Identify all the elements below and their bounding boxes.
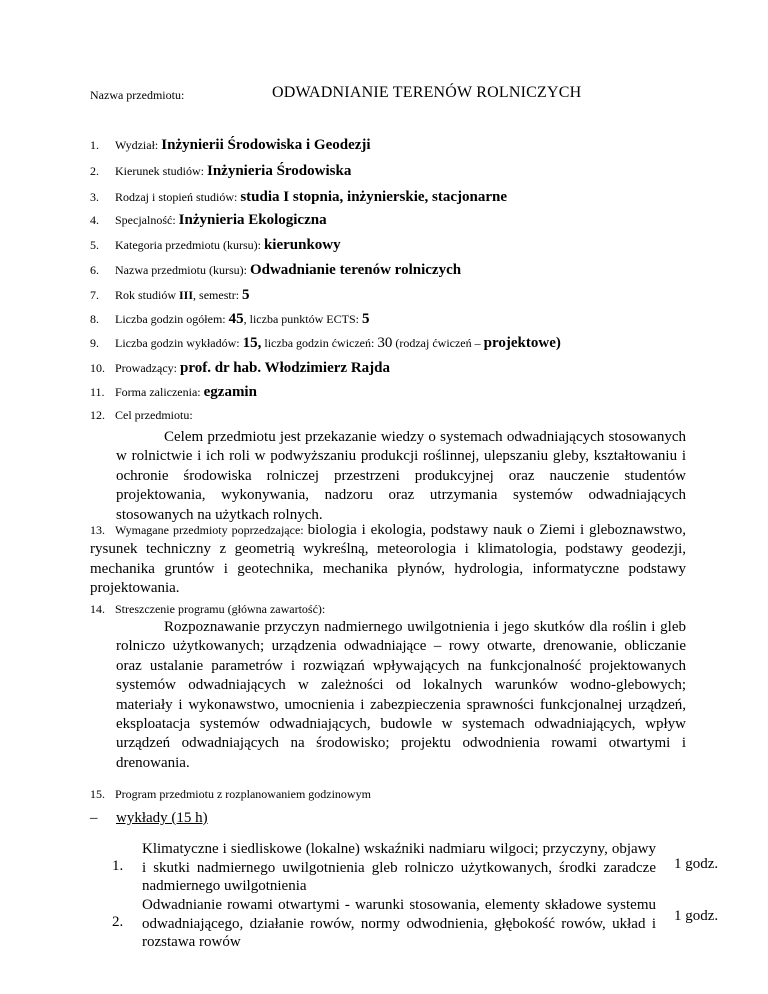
item-course-category <box>90 237 728 254</box>
item-value: studia I stopnia, inżynierskie, stacjonarne <box>240 189 508 205</box>
semester-value: 5 <box>242 287 250 303</box>
lectures-heading: wykłady (15 h) <box>116 810 208 826</box>
lecture-number: 2. <box>112 914 124 930</box>
lecture-topic: Odwadnianie rowami otwartymi - warunki stosowania, elementy składowe systemu odwadniającego, działanie rowów, normy odwodnienia, głębokość rowów, układ i rozstawa rowów <box>142 897 656 950</box>
ects-value: 5 <box>361 311 370 327</box>
exercise-kind-value: projektowe) <box>483 335 561 351</box>
item-label: Wymagane przedmioty poprzedzające: <box>115 523 308 537</box>
item-value: Odwadnianie terenów rolniczych <box>249 262 462 278</box>
year-label: Rok studiów <box>115 288 180 302</box>
course-header <box>90 84 728 108</box>
item-label: Forma zaliczenia: <box>115 385 204 399</box>
item-number: 11. <box>90 385 105 399</box>
item-program-schedule <box>90 787 728 802</box>
item-number: 10. <box>90 361 105 375</box>
item-label: Prowadzący: <box>115 361 180 375</box>
item-hours-ects <box>90 311 728 328</box>
item-number: 6. <box>90 263 99 277</box>
item-number: 9. <box>90 336 99 350</box>
item-number: 15. <box>90 787 105 801</box>
item-course-name <box>90 262 728 279</box>
course-name-label: Nazwa przedmiotu: <box>90 88 185 102</box>
item-assessment-form <box>90 384 728 401</box>
item-program-summary <box>90 602 728 617</box>
item-label: Streszczenie programu (główna zawartość): <box>115 602 326 616</box>
item-value: egzamin <box>203 384 257 400</box>
lecture-row <box>90 896 730 956</box>
item-study-type <box>90 189 728 206</box>
item-number: 13. <box>90 523 105 537</box>
semester-label: , semestr: <box>193 288 243 302</box>
item-label: Specjalność: <box>115 213 179 227</box>
item-value: Inżynierii Środowiska i Geodezji <box>161 137 371 153</box>
total-hours-label: Liczba godzin ogółem: <box>115 312 229 326</box>
item-prerequisites <box>90 521 686 599</box>
item-label: Kategoria przedmiotu (kursu): <box>115 238 264 252</box>
prerequisites-text: biologia i ekologia, podstawy nauk o Ziemi i gleboznawstwo, rysunek techniczny z geometrią wykreślną, meteorologia i klimatologia, podstawy geodezji, mechanika gruntów i geotechnika, mechanika płynów, hydrologia, informatyczne podstawy projektowania. <box>90 522 687 597</box>
item-lecturer <box>90 360 728 377</box>
year-value: III <box>179 288 194 302</box>
lecture-hours-value: 15, <box>242 335 262 351</box>
item-course-goal <box>90 408 728 423</box>
course-goal-text: Celem przedmiotu jest przekazanie wiedzy o systemach odwadniających stosowanych w rolnictwie i ich roli w podwyższaniu produkcji roślinnej, ulepszaniu gleby, kształtowaniu i ochronie środowiska rolniczej przestrzeni produkcyjnej oraz nauczenie studentów projektowania, wykonywania, nadzoru oraz utrzymania systemów odwadniających stosowanych na użytkach rolnych. <box>116 429 686 523</box>
item-number: 14. <box>90 602 105 616</box>
lecturer-name: prof. dr hab. Włodzimierz Rajda <box>179 360 390 376</box>
lecture-hours-label: Liczba godzin wykładów: <box>115 336 243 350</box>
total-hours-value: 45 <box>228 311 244 327</box>
item-number: 3. <box>90 190 99 204</box>
lecture-topic: Klimatyczne i siedliskowe (lokalne) wskaźniki nadmiaru wilgoci; przyczyny, objawy i skutki nadmiernego uwilgotnienia gleb rolniczo użytkowanych, środki zaradcze nadmiernego uwilgotnienia <box>142 841 656 894</box>
item-number: 1. <box>90 138 99 152</box>
list-dash: – <box>90 810 98 826</box>
lecture-hours: 1 godz. <box>674 856 719 872</box>
item-number: 2. <box>90 164 99 178</box>
lecture-row <box>90 840 730 900</box>
lecture-number: 1. <box>112 858 124 874</box>
ects-label: , liczba punktów ECTS: <box>243 312 362 326</box>
item-label: Rodzaj i stopień studiów: <box>115 190 241 204</box>
item-year-semester <box>90 287 728 304</box>
lecture-hours: 1 godz. <box>674 908 719 924</box>
exercise-hours-label: liczba godzin ćwiczeń: <box>261 336 378 350</box>
item-value: kierunkowy <box>263 237 341 253</box>
item-number: 7. <box>90 288 99 302</box>
item-number: 12. <box>90 408 105 422</box>
program-summary-paragraph <box>116 618 686 773</box>
item-value: Inżynieria Środowiska <box>207 163 352 179</box>
item-number: 4. <box>90 213 99 227</box>
item-label: Program przedmiotu z rozplanowaniem godzinowym <box>115 787 371 801</box>
program-summary-text: Rozpoznawanie przyczyn nadmiernego uwilgotnienia i jego skutków dla roślin i gleb rolniczo użytkowanych; urządzenia odwadniające – rowy otwarte, drenowanie, obliczanie oraz ustalanie parametrów i rozwiązań wpływających na funkcjonalność projektowanych systemów odwadniających w zależności od lokalnych warunków wodno-glebowych; materiały i wykonawstwo, umocnienia i zabezpieczenia sprawności funkcjonalnej urządzeń, eksploatacja systemów odwadniających, budowle w systemach odwadniających, wpływ urządzeń odwadniających na środowisko; projektu odwodnienia rowami otwartymi i drenowania. <box>116 619 686 771</box>
item-label: Cel przedmiotu: <box>115 408 193 422</box>
item-label: Nazwa przedmiotu (kursu): <box>115 263 250 277</box>
exercise-kind-label: (rodzaj ćwiczeń – <box>392 336 484 350</box>
item-value: Inżynieria Ekologiczna <box>178 212 327 228</box>
item-lecture-exercise-hours <box>90 335 728 352</box>
exercise-hours-value: 30 <box>377 335 393 351</box>
item-label: Wydział: <box>115 138 162 152</box>
item-specialization <box>90 212 728 229</box>
course-goal-paragraph <box>116 428 686 525</box>
item-number: 8. <box>90 312 99 326</box>
course-title: ODWADNIANIE TERENÓW ROLNICZYCH <box>272 84 582 101</box>
item-faculty <box>90 137 728 154</box>
item-field-of-study <box>90 163 728 180</box>
item-number: 5. <box>90 238 99 252</box>
item-label: Kierunek studiów: <box>115 164 207 178</box>
